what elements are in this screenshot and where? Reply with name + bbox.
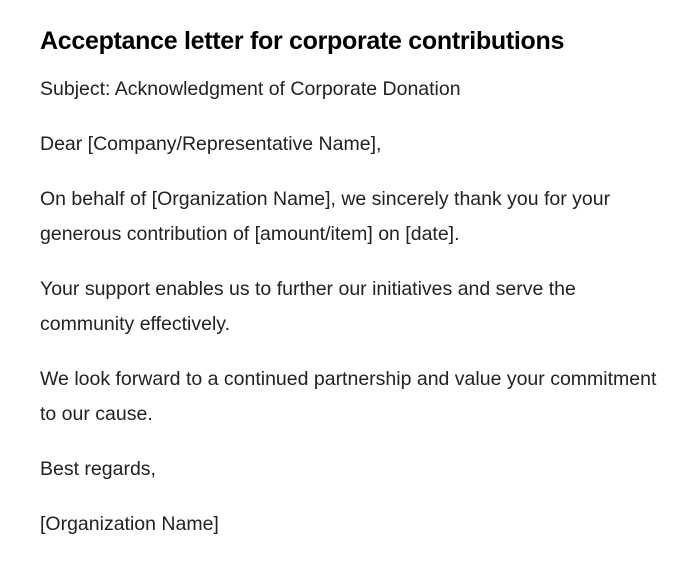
subject-line: Subject: Acknowledgment of Corporate Donation xyxy=(40,78,461,100)
body-paragraph: On behalf of [Organization Name], we sincerely thank you for your generous contribution of [amount/item] on [date]. xyxy=(40,188,611,245)
signature: [Organization Name] xyxy=(40,513,219,535)
salutation: Dear [Company/Representative Name], xyxy=(40,133,382,155)
letter-title: Acceptance letter for corporate contributions xyxy=(40,27,565,55)
body-paragraph: Your support enables us to further our initiatives and serve the community effectively. xyxy=(40,278,576,335)
body-paragraph: We look forward to a continued partnership and value your commitment to our cause. xyxy=(40,368,657,425)
closing: Best regards, xyxy=(40,458,156,480)
